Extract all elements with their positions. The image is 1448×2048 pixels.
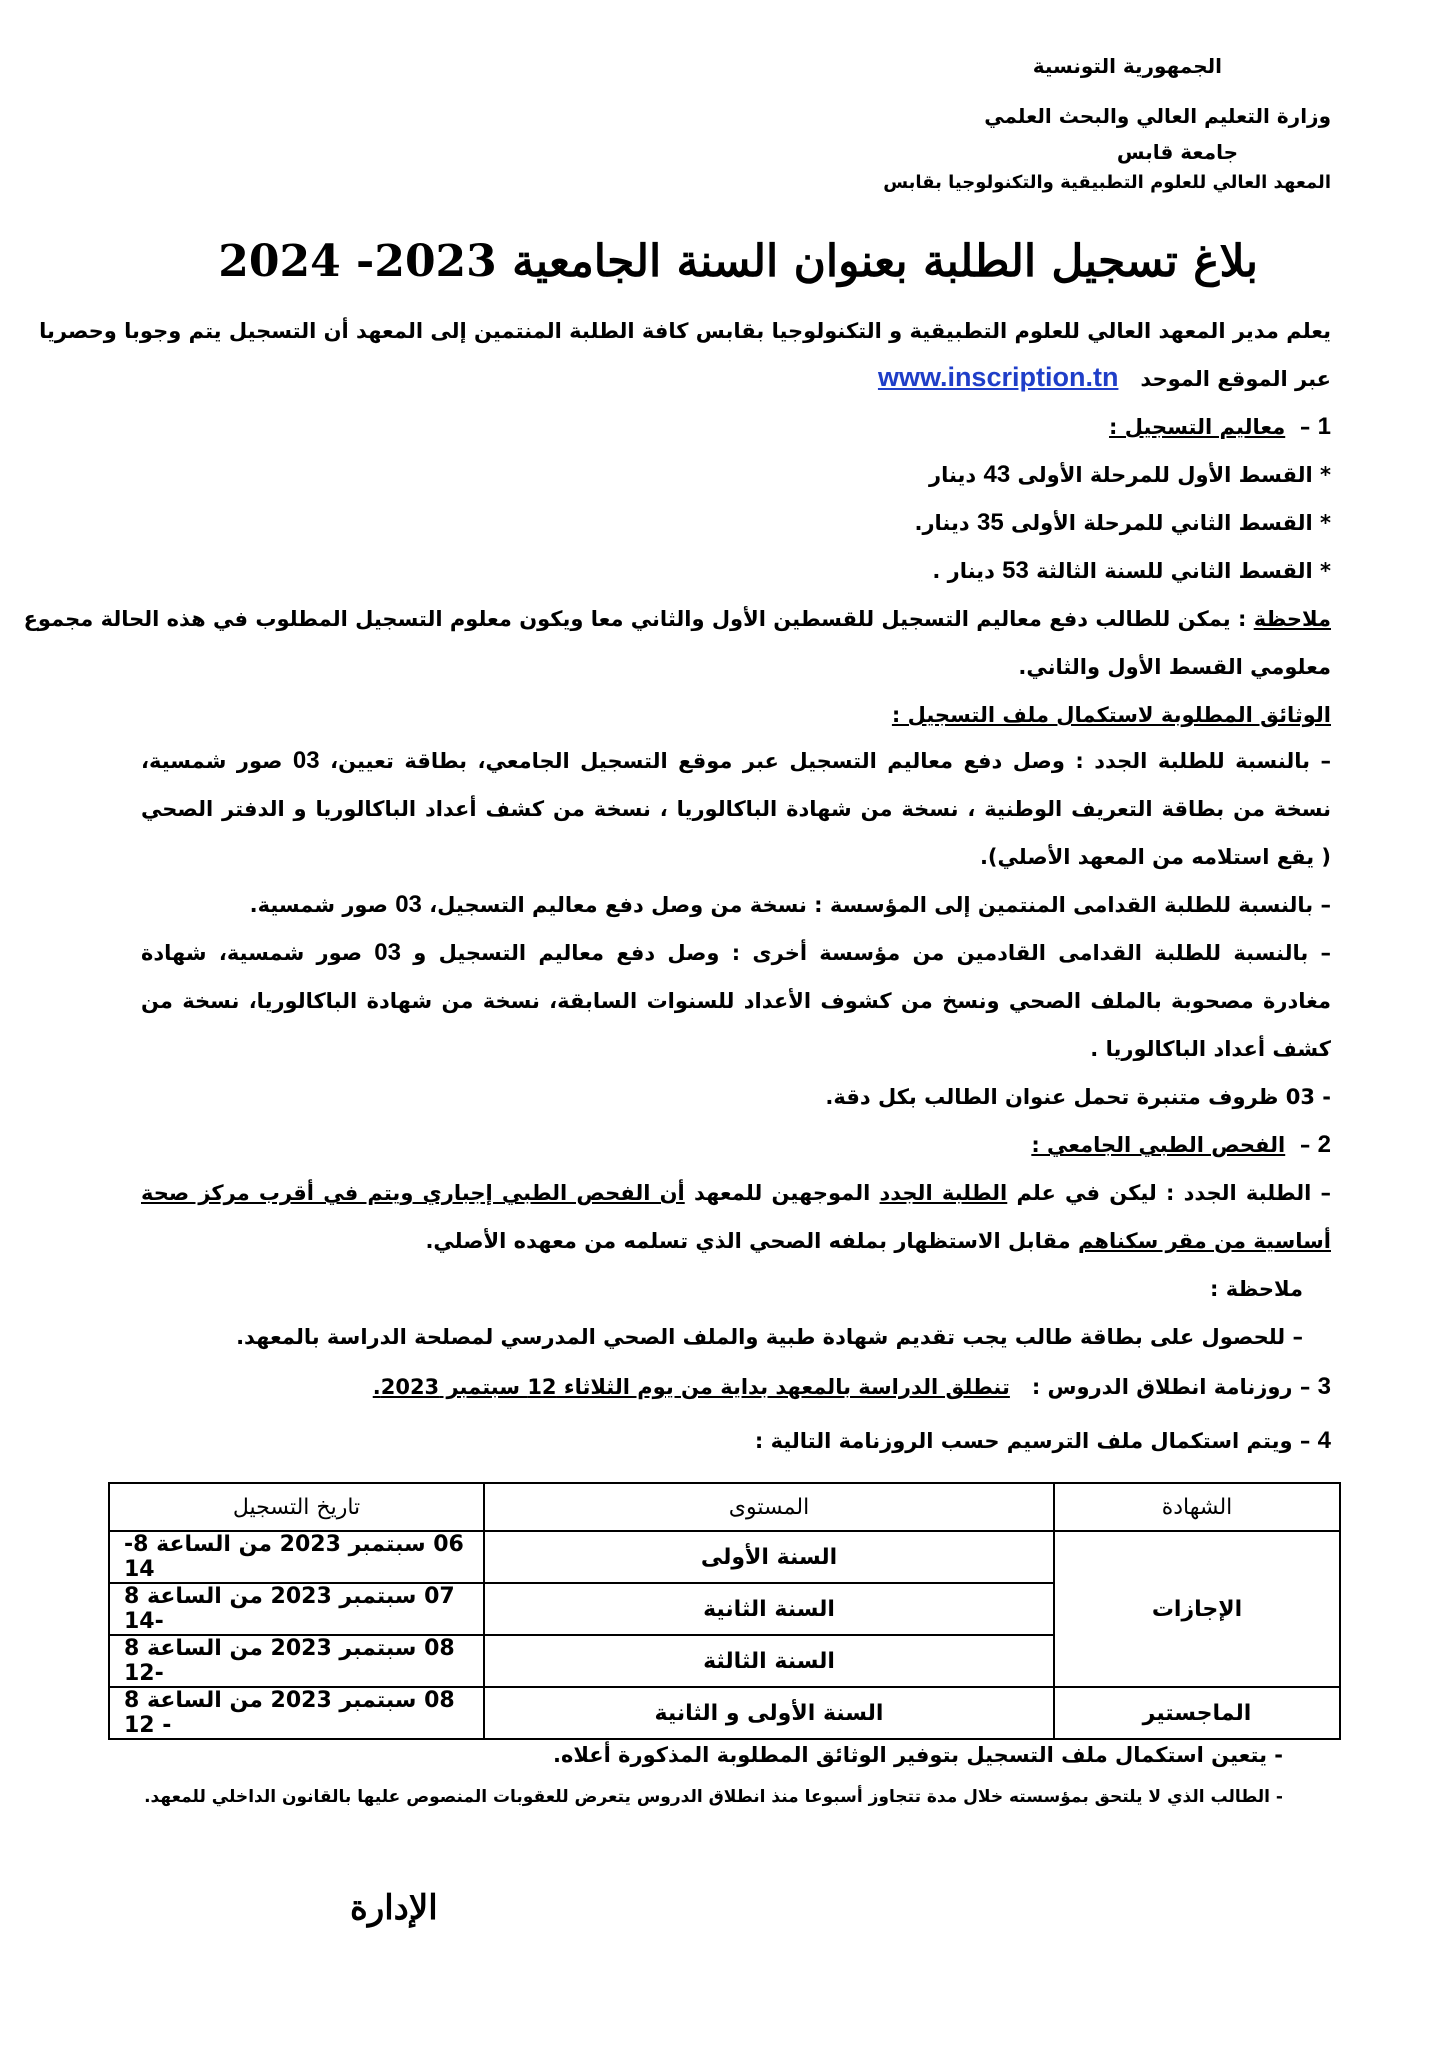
transfer-students-line-3: كشف أعداد الباكالوريا .: [1090, 1037, 1331, 1061]
fees-note-label: ملاحظة: [1253, 607, 1331, 631]
new-students-line-3: ( يقع استلامه من المعهد الأصلي).: [979, 845, 1331, 869]
republic-line: الجمهورية التونسية: [1032, 54, 1222, 78]
medical-note-label: ملاحظة :: [1210, 1277, 1303, 1301]
medical-text-f: مقابل الاستظهار بملفه الصحي الذي تسلمه من معهده الأصلي.: [425, 1229, 1071, 1253]
fee-2-amount: 35: [976, 509, 1004, 536]
new-students-line-1: [141, 746, 1331, 776]
section-4-line: 4 – ويتم استكمال ملف الترسيم حسب الروزنامة التالية :: [754, 1427, 1331, 1454]
fee-3-unit: دينار .: [932, 559, 995, 583]
level-cell: السنة الثانية: [484, 1583, 1054, 1635]
envelopes-line: - 03 ظروف متنبرة تحمل عنوان الطالب بكل دقة.: [825, 1085, 1331, 1109]
section-3-line: 3 – روزنامة انطلاق الدروس : تنطلق الدراسة بالمعهد بداية من يوم الثلاثاء 12 سبتمبر 2023.: [372, 1373, 1331, 1400]
degree-cell-licence: الإجازات: [1054, 1531, 1340, 1687]
transfer-students-line-2: مغادرة مصحوبة بالملف الصحي ونسخ من كشوف الأعداد للسنوات السابقة، نسخة من شهادة الباكالوريا، نسخة من: [141, 989, 1331, 1013]
intro-line-1: يعلم مدير المعهد العالي للعلوم التطبيقية و التكنولوجيا بقابس كافة الطلبة المنتمين إلى المعهد أن التسجيل يتم وجوبا وحصريا: [39, 319, 1331, 343]
section-4-number: 4: [1317, 1427, 1331, 1454]
fee-1-amount: 43: [983, 461, 1011, 488]
table-row: [109, 1687, 1340, 1739]
medical-text-d: أن الفحص الطبي إجباري ويتم في أقرب مركز صحة: [141, 1181, 685, 1205]
fee-2-label: * القسط الثاني للمرحلة الأولى: [1010, 511, 1331, 535]
header-level: المستوى: [484, 1483, 1054, 1531]
new-students-text-b: صور شمسية،: [141, 749, 283, 773]
old-students-line: [250, 890, 1331, 920]
section-2-title: الفحص الطبي الجامعي :: [1031, 1133, 1286, 1157]
footnote-1: - يتعين استكمال ملف التسجيل بتوفير الوثائق المطلوبة المذكورة أعلاه.: [552, 1743, 1283, 1767]
table-row: [109, 1531, 1340, 1583]
footnote-2: - الطالب الذي لا يلتحق بمؤسسته خلال مدة تتجاوز أسبوعا منذ انطلاق الدروس يتعرض للعقوبات المنصوص عليها بالقانون الداخلي للمعهد.: [144, 1787, 1283, 1807]
fee-1-unit: دينار: [929, 463, 977, 487]
fee-line-1: [929, 460, 1331, 490]
transfer-text-b: صور شمسية، شهادة: [141, 941, 363, 965]
medical-note-text: – للحصول على بطاقة طالب يجب تقديم شهادة طبية والملف الصحي المدرسي لمصلحة الدراسة بالمعهد.: [236, 1325, 1303, 1349]
page-title: بلاغ تسجيل الطلبة بعنوان السنة الجامعية 2023- 2024: [218, 236, 1258, 287]
medical-line-2: [425, 1226, 1331, 1256]
medical-text-b: الطلبة الجدد: [879, 1181, 1008, 1205]
section-3-text: تنطلق الدراسة بالمعهد بداية من يوم الثلاثاء 12 سبتمبر 2023.: [372, 1375, 1010, 1399]
transfer-photos-count: 03: [374, 939, 401, 966]
date-cell: 07 سبتمبر 2023 من الساعة 8 -14: [109, 1583, 484, 1635]
new-students-photos-count: 03: [292, 747, 320, 774]
date-cell: 06 سبتمبر 2023 من الساعة 8-14: [109, 1531, 484, 1583]
registration-schedule-table: [108, 1482, 1341, 1740]
section-4-label: ويتم استكمال ملف الترسيم حسب الروزنامة التالية :: [754, 1429, 1293, 1453]
header-date: تاريخ التسجيل: [109, 1483, 484, 1531]
intro-line-2-text: عبر الموقع الموحد: [1140, 367, 1331, 391]
university-line: جامعة قابس: [1116, 140, 1238, 164]
section-1-title: معاليم التسجيل :: [1109, 415, 1286, 439]
fee-2-unit: دينار.: [914, 511, 970, 535]
transfer-text-a: – بالنسبة للطلبة القدامى القادمين من مؤسسة أخرى : وصل دفع معاليم التسجيل و: [413, 941, 1331, 965]
medical-line-1: [141, 1178, 1331, 1208]
section-3-number: 3: [1317, 1373, 1331, 1400]
medical-text-e: أساسية من مقر سكناهم: [1077, 1229, 1331, 1253]
degree-cell-master: الماجستير: [1054, 1687, 1340, 1739]
ministry-line: وزارة التعليم العالي والبحث العلمي: [984, 104, 1331, 128]
section-2-heading: 2 – الفحص الطبي الجامعي :: [1031, 1131, 1331, 1158]
website-link[interactable]: www.inscription.tn: [877, 362, 1119, 392]
institute-line: المعهد العالي للعلوم التطبيقية والتكنولوجيا بقابس: [883, 172, 1331, 193]
header-degree: الشهادة: [1054, 1483, 1340, 1531]
date-cell: 08 سبتمبر 2023 من الساعة 8 - 12: [109, 1687, 484, 1739]
fee-line-2: [914, 508, 1331, 538]
new-students-line-2: نسخة من بطاقة التعريف الوطنية ، نسخة من شهادة الباكالوريا ، نسخة من كشف أعداد الباكالوريا و الدفتر الصحي: [141, 797, 1331, 821]
section-2-number: 2: [1317, 1131, 1331, 1158]
intro-line-2: [878, 362, 1331, 394]
section-1-number: 1: [1317, 413, 1331, 440]
signature-administration: الإدارة: [350, 1888, 438, 1928]
table-header-row: [109, 1483, 1340, 1531]
fees-note-line-1: [23, 604, 1331, 634]
fees-note-line-2: معلومي القسط الأول والثاني.: [1018, 655, 1331, 679]
documents-heading: الوثائق المطلوبة لاستكمال ملف التسجيل :: [891, 703, 1331, 727]
fee-3-amount: 53: [1002, 557, 1029, 584]
level-cell: السنة الثالثة: [484, 1635, 1054, 1687]
fee-3-label: * القسط الثاني للسنة الثالثة: [1036, 559, 1331, 583]
old-students-text-a: – بالنسبة للطلبة القدامى المنتمين إلى المؤسسة : نسخة من وصل دفع معاليم التسجيل،: [429, 893, 1331, 917]
fee-line-3: [932, 556, 1331, 586]
medical-text-c: الموجهين للمعهد: [693, 1181, 871, 1205]
date-cell: 08 سبتمبر 2023 من الساعة 8 -12: [109, 1635, 484, 1687]
section-1-heading: 1 – معاليم التسجيل :: [1109, 413, 1331, 440]
fee-1-label: * القسط الأول للمرحلة الأولى: [1017, 463, 1331, 487]
section-3-label: روزنامة انطلاق الدروس :: [1031, 1375, 1293, 1399]
new-students-text-a: – بالنسبة للطلبة الجدد : وصل دفع معاليم التسجيل عبر موقع التسجيل الجامعي، بطاقة تعيين،: [330, 749, 1332, 773]
fees-note-text: : يمكن للطالب دفع معاليم التسجيل للقسطين الأول والثاني معا ويكون معلوم التسجيل المطلوب في هذه الحالة مجموع: [23, 607, 1247, 631]
transfer-students-line-1: [141, 938, 1331, 968]
old-students-photos-count: 03: [395, 891, 422, 918]
old-students-text-b: صور شمسية.: [249, 893, 388, 917]
medical-text-a: – الطلبة الجدد : ليكن في علم: [1016, 1181, 1332, 1205]
level-cell: السنة الأولى و الثانية: [484, 1687, 1054, 1739]
level-cell: السنة الأولى: [484, 1531, 1054, 1583]
